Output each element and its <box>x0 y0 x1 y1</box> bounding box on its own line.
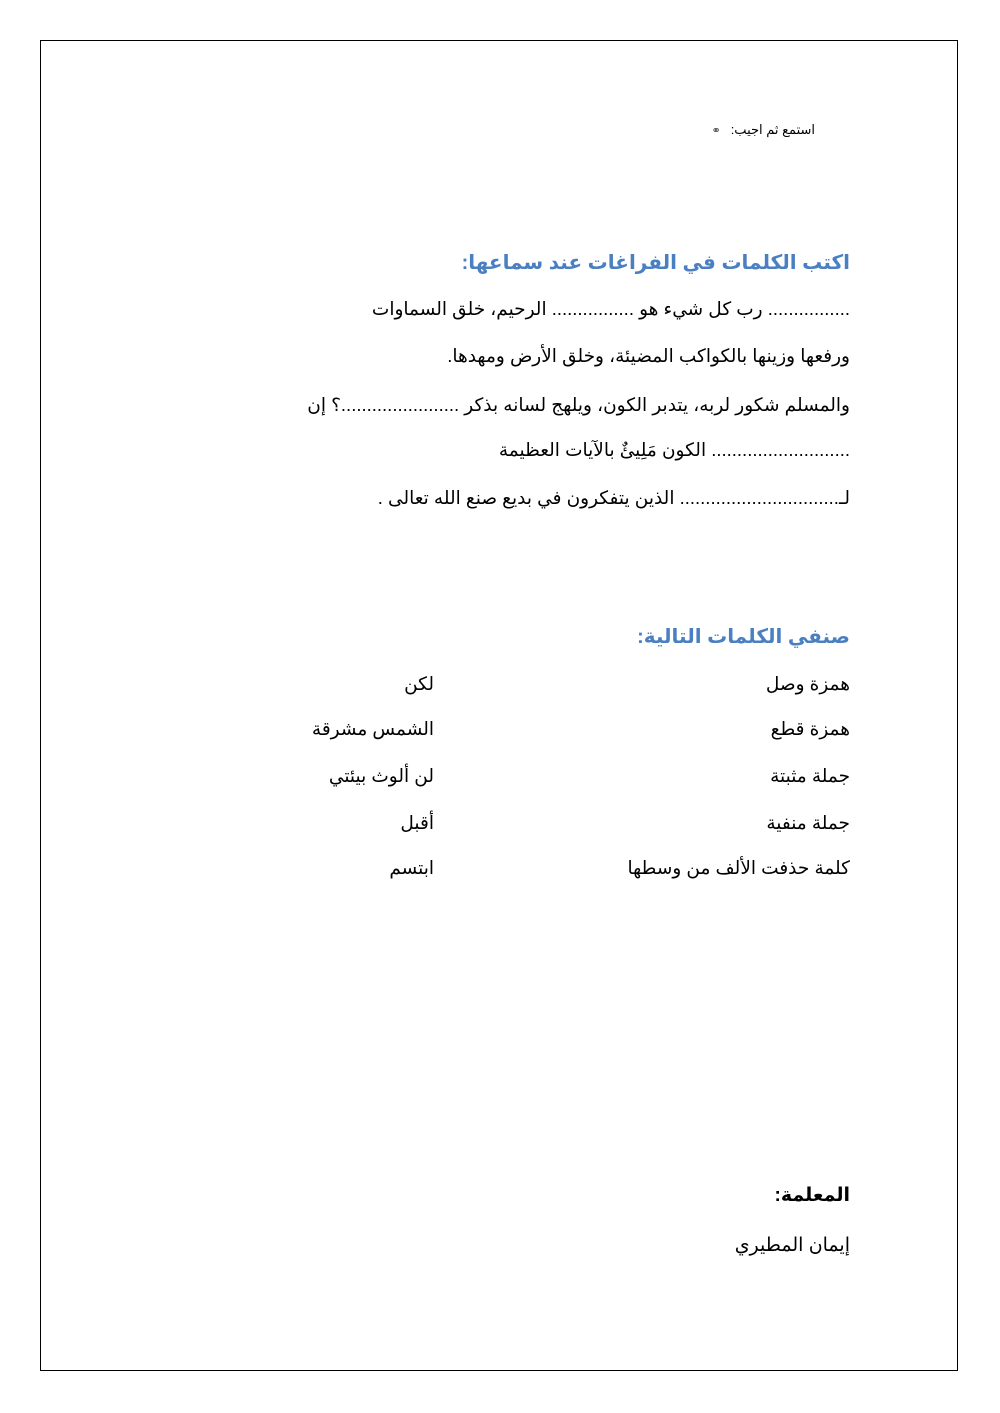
fill-line-4: ........................... الكون مَلِيئٌ بالآيات العظيمة <box>498 439 850 460</box>
word-item[interactable]: أقبل <box>400 812 434 833</box>
instruction-text: استمع ثم اجيب: <box>730 122 815 137</box>
word-item[interactable]: لكن <box>404 673 434 694</box>
fill-line-1: ................ رب كل شيء هو ................ الرحيم، خلق السماوات <box>371 298 850 319</box>
fill-line-2: ورفعها وزينها بالكواكب المضيئة، وخلق الأرض ومهدها. <box>447 345 850 366</box>
headphones-icon[interactable]: ⚭ <box>711 124 721 137</box>
fill-blanks-heading: اكتب الكلمات في الفراغات عند سماعها: <box>461 252 850 274</box>
word-item[interactable]: ابتسم <box>389 857 434 878</box>
word-item[interactable]: الشمس مشرقة <box>311 718 434 739</box>
category-item: جملة مثبتة <box>770 765 850 786</box>
teacher-label: المعلمة: <box>774 1185 850 1206</box>
page-border <box>40 40 958 1371</box>
listen-instruction <box>711 122 815 138</box>
category-item: همزة قطع <box>770 718 850 739</box>
classify-heading: صنفي الكلمات التالية: <box>637 626 850 648</box>
word-item[interactable]: لن ألوث بيئتي <box>328 765 434 786</box>
category-item: جملة منفية <box>766 812 850 833</box>
teacher-name: إيمان المطيري <box>734 1235 850 1256</box>
category-item: كلمة حذفت الألف من وسطها <box>627 857 850 878</box>
fill-line-3: والمسلم شكور لربه، يتدبر الكون، ويلهج لسانه بذكر .......................؟ إن <box>307 394 850 415</box>
fill-line-5: لـ............................... الذين يتفكرون في بديع صنع الله تعالى . <box>377 487 850 508</box>
category-item: همزة وصل <box>765 673 850 694</box>
